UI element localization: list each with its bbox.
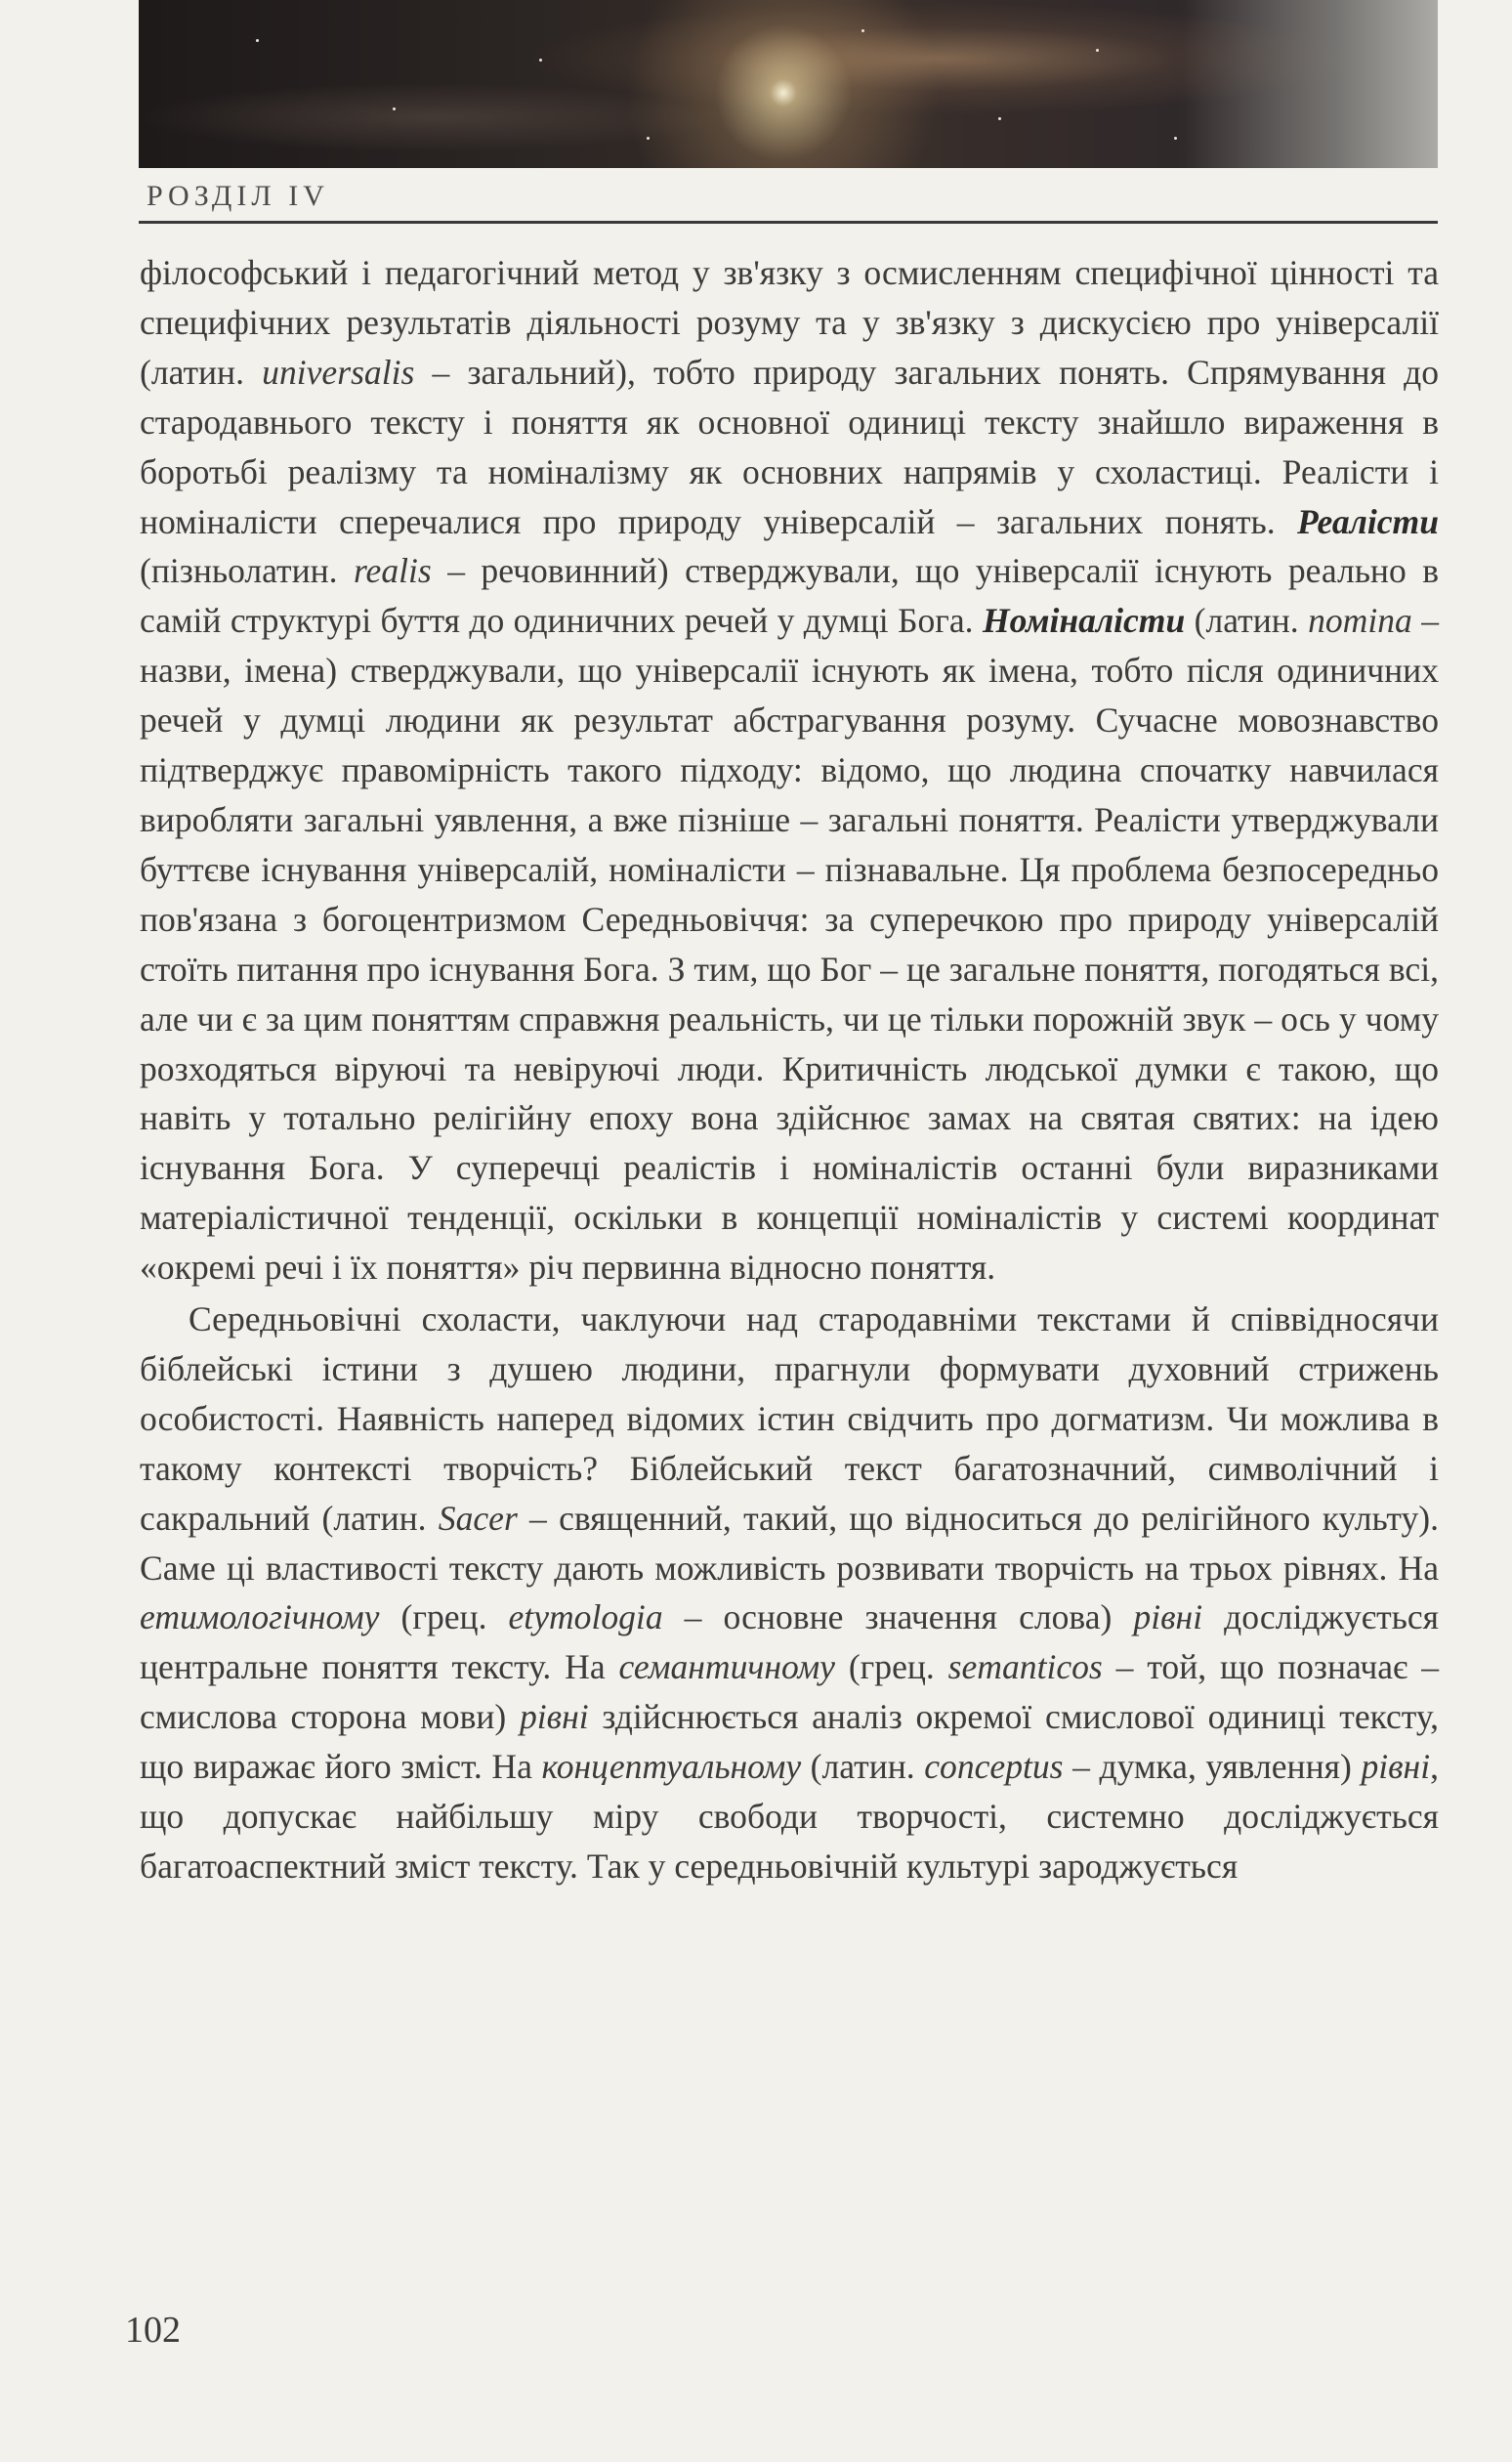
- paragraph-2: [140, 1295, 1439, 1891]
- banner-fade: [1184, 0, 1438, 168]
- text-run: Середньовічні схоласти, чаклуючи над стародавніми текстами й співвідносячи біблейські істини з душею людини, прагнули формувати духовний стрижень особистості. Наявність наперед відомих істин свідчить про догматизм. Чи можлива в такому контексті творчість? Біблейський текст багатозначний, символічний і сакральний (латин.: [140, 1299, 1439, 1538]
- italic-term: етимологічному: [140, 1597, 380, 1637]
- text-run: (латин.: [1185, 601, 1309, 641]
- italic-term: рівні: [520, 1697, 589, 1737]
- page-number: 102: [125, 2310, 181, 2351]
- text-run: – думка, уявлення): [1063, 1747, 1362, 1787]
- text-run: , що допускає найбільшу міру свободи творчості, системно досліджується багатоаспектний зміст тексту. Так у середньовічній культурі зароджується: [140, 1747, 1439, 1886]
- star-dot: [256, 39, 259, 42]
- star-dot: [1174, 137, 1177, 140]
- star-dot: [861, 29, 864, 32]
- key-term-nominalists: Номіналісти: [982, 601, 1186, 641]
- greek-term: semanticos: [947, 1647, 1103, 1687]
- latin-term: nomina: [1308, 601, 1412, 641]
- text-run: – речовинний) стверджували, що універсалії існують реально в самій структурі буття до одиничних речей у думці Бога.: [140, 551, 1439, 641]
- text-run: філософський і педагогічний метод у зв'язку з осмисленням специфічної цінності та специфічних результатів діяльності розуму та у зв'язку з дискусією про універсалії (латин.: [140, 253, 1439, 392]
- section-divider: [139, 221, 1438, 224]
- italic-term: рівні: [1133, 1597, 1203, 1637]
- star-dot: [393, 107, 396, 110]
- latin-term: realis: [354, 551, 432, 591]
- text-run: (грец.: [834, 1647, 948, 1687]
- key-term-realists: Реалісти: [1297, 501, 1439, 541]
- text-run: – назви, імена) стверджували, що універсалії існують як імена, тобто після одиничних речей у думці людини як результат абстрагування розуму. Сучасне мовознавство підтверджує правомірність такого підходу: відомо, що людина спочатку навчилася виробляти загальні уявлення, а вже пізніше – загальні поняття. Реалісти утверджували буттєве існування універсалій, номіналісти – пізнавальне. Ця проблема безпосередньо пов'язана з богоцентризмом Середньовіччя: за суперечкою про природу універсалій стоїть питання про існування Бога. З тим, що Бог – це загальне поняття, погодяться всі, але чи є за цим поняттям справжня реальність, чи це тільки порожній звук – ось у чому розходяться віруючі та невіруючі люди. Критичність людської думки є такою, що навіть у тотально релігійну епоху вона здійснює замах на святая святих: на ідею існування Бога. У суперечці реалістів і номіналістів останні були виразниками матеріалістичної тенденції, оскільки в концепції номіналістів у системі координат «окремі речі і їх поняття» річ первинна відносно поняття.: [140, 601, 1439, 1288]
- italic-term: семантичному: [618, 1647, 835, 1687]
- text-run: – основне значення слова): [662, 1597, 1134, 1637]
- star-dot: [647, 137, 650, 140]
- latin-term: Sacer: [438, 1498, 518, 1538]
- section-label: РОЗДІЛ IV: [147, 180, 329, 212]
- text-run: (грец.: [379, 1597, 509, 1637]
- greek-term: etymologia: [508, 1597, 663, 1637]
- text-run: досліджується центральне поняття тексту. На: [140, 1597, 1439, 1687]
- text-run: – священний, такий, що відноситься до релігійного культу). Саме ці властивості тексту дають можливість розвивати творчість на трьох рівнях. На: [140, 1498, 1439, 1588]
- paragraph-1: [140, 248, 1439, 1293]
- star-dot: [1096, 49, 1099, 52]
- italic-term: рівні: [1361, 1747, 1431, 1787]
- latin-term: conceptus: [924, 1747, 1064, 1787]
- text-run: (латин.: [801, 1747, 925, 1787]
- text-run: (пізньолатин.: [140, 551, 355, 591]
- star-dot: [539, 59, 542, 62]
- text-run: здійснюється аналіз окремої смислової одиниці тексту, що виражає його зміст. На: [140, 1697, 1439, 1787]
- text-run: – той, що позначає – смислова сторона мови): [140, 1647, 1439, 1737]
- latin-term: universalis: [262, 352, 415, 392]
- body-text: [140, 248, 1439, 1891]
- header-banner-image: [139, 0, 1438, 168]
- italic-term: концептуальному: [541, 1747, 802, 1787]
- star-dot: [998, 117, 1001, 120]
- text-run: – загальний), тобто природу загальних понять. Спрямування до стародавнього тексту і поняття як основної одиниці тексту знайшло вираження в боротьбі реалізму та номіналізму як основних напрямів у схоластиці. Реалісти і номіналісти сперечалися про природу універсалій – загальних понять.: [140, 352, 1439, 541]
